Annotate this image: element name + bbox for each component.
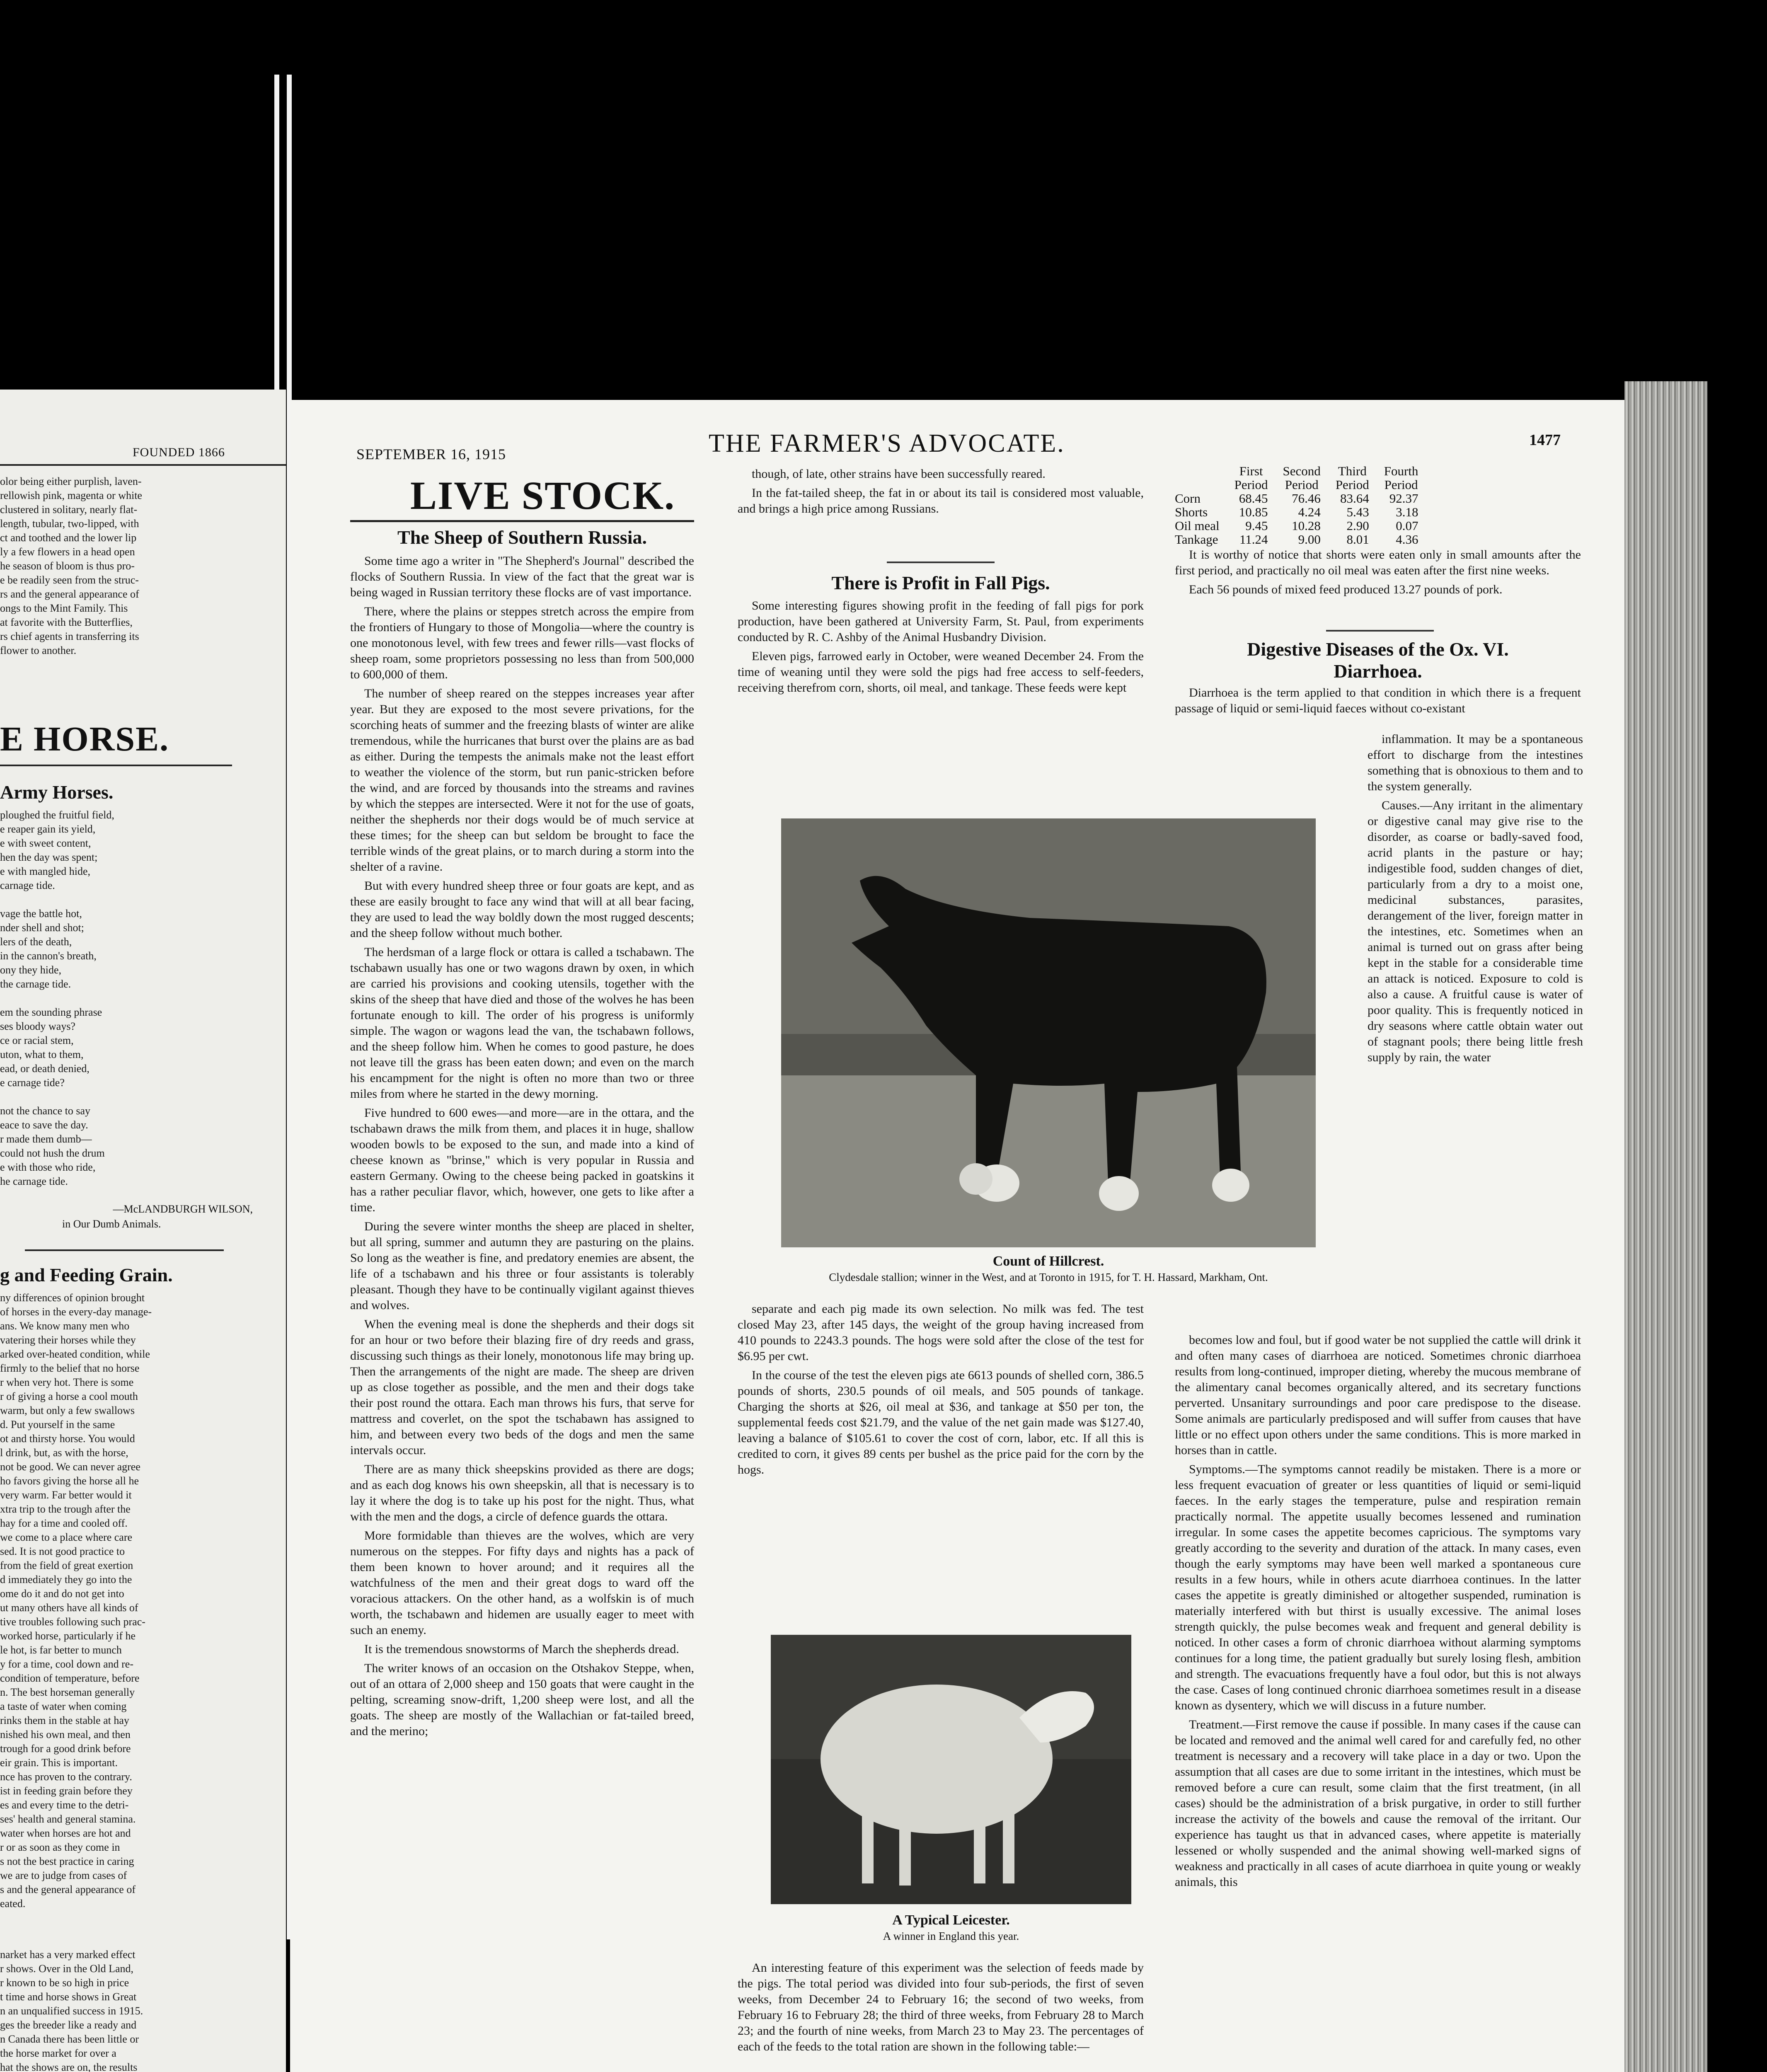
percentage-cell: 4.36 [1396,532,1418,547]
text-line: rellowish pink, magenta or white [0,489,142,501]
text-line: t time and horse shows in Great [0,1991,137,2003]
poem-line: ses bloody ways? [0,1020,75,1032]
paragraph: When the evening meal is done the shepherds and their dogs sit for an hour or two before their blazing fire of dry reeds and grass, discussing such things as their lonely, monotonous life may bring up. Then the arrangements of the night are made. The sheep are driven up as close together as possible, and the men and their dogs take their post round the ottara. Each man throws his furs, that serve for mattress and coverlet, on the spot the tschabawn has assigned to him, and between every two beds of the dogs and men the same intervals occur. [350,1317,694,1457]
paragraph: Each 56 pounds of mixed feed produced 13.27 pounds of pork. [1189,583,1503,596]
feed-name-cell: Corn [1175,491,1201,506]
text-line: very warm. Far better would it [0,1489,132,1501]
text-line: nce has proven to the contrary. [0,1771,132,1783]
table-header-cell: Period [1335,477,1369,492]
paragraph: The herdsman of a large flock or ottara is called a tschabawn. The tschabawn usually has one or two wagons drawn by oxen, in which are carried his provisions and cooking utensils, together with the skins of the sheep that have died and those of the wolves he has been fortunate enough to kill. The order of his progress is uniformly simple. The wagon or wagons lead the van, the tschabawn follows, and the sheep follow him. When he comes to good pasture, he does not leave till the grass has been eaten down; and even on the march his encampment for the night is often no more than two or three miles from where he started in the dewy morning. [350,945,694,1101]
table-header-cell: Period [1384,477,1418,492]
pigs-article-body [738,598,1144,699]
text-line: s not the best practice in caring [0,1855,134,1867]
text-line: ongs to the Mint Family. This [0,602,128,614]
text-line: we are to judge from cases of [0,1869,127,1881]
left-page-header: FOUNDED 1866 [133,445,225,459]
text-line: ans. We know many men who [0,1320,130,1332]
section-title-rule [350,520,694,522]
paragraph: Treatment.—First remove the cause if possible. In many cases if the cause can be located and removed and the animal well cared for and carefully fed, no other treatment is necessary and a recovery will take place in a day or two. Upon the assumption that all cases are due to some irritant in the intestines, which must be removed before a cure can result, some claim that the first treatment, (in all cases) should be the administration of a brisk purgative, in order to still further increase the activity of the bowels and cause the removal of the irritant. Our experience has taught us that in advanced cases, where appetite is materially lessened or wholly suspended and the animal showing well-marked signs of weakness and practically in all cases of acute diarrhoea in quite young or weakly animals, this [1175,1718,1581,1889]
pigs-article-continued [738,1301,1144,1481]
percentage-cell: 92.37 [1389,491,1418,506]
percentage-cell: 5.43 [1346,505,1369,519]
text-line: r or as soon as they come in [0,1841,120,1853]
text-line: eated. [0,1898,26,1910]
text-line: n an unqualified success in 1915. [0,2005,143,2017]
text-line: olor being either purplish, laven- [0,475,142,487]
poem-line [0,1090,249,1104]
paragraph: The writer knows of an occasion on the Otshakov Steppe, when, out of an ottara of 2,000 sheep and 150 goats that were caught in the pelting, screaming snow-drift, 1,200 sheep were lost, and all the goats. The sheep are mostly of the Wallachian or fat-tailed breed, and the merino; [350,1661,694,1738]
poem-line: could not hush the drum [0,1147,105,1159]
market-text [0,1948,249,2072]
table-header-cell [1175,478,1227,491]
text-line: xtra trip to the trough after the [0,1503,131,1515]
text-line: warm, but only a few swallows [0,1404,135,1416]
percentage-cell: 83.64 [1340,491,1369,506]
digestive-intro [1175,685,1581,720]
poem-line: e with those who ride, [0,1161,96,1173]
poem-line: vage the battle hot, [0,908,82,920]
percentage-cell: 9.00 [1298,532,1321,547]
clydesdale-stallion-image [781,818,1316,1247]
text-line: d. Put yourself in the same [0,1418,115,1431]
text-line: r shows. Over in the Old Land, [0,1963,134,1975]
text-line: ny differences of opinion brought [0,1292,145,1304]
poem-line: ead, or death denied, [0,1063,90,1075]
sheep-caption: A winner in England this year. [883,1930,1019,1942]
poem-line: eace to save the day. [0,1119,88,1131]
text-line: eir grain. This is important. [0,1757,118,1769]
paragraph: It is worthy of notice that shorts were eaten only in small amounts after the first period, and practically no oil meal was eaten after the first nine weeks. [1175,548,1581,577]
poem-line: hen the day was spent; [0,851,98,863]
feed-name-cell: Tankage [1175,532,1218,547]
poem-line [0,893,249,907]
text-line: rs and the general appearance of [0,588,139,600]
paragraph: An interesting feature of this experiment was the selection of feeds made by the pigs. The total period was divided into four sub-periods, the first of seven weeks, from December 24 to February 16; the second of two weeks, from February 16 to February 28; the third of three weeks, from February 28 to March 23; and the fourth of nine weeks, from March 23 to May 23. The percentages of each of the feeds to the total ration are shown in the following table:— [738,1961,1144,2053]
poem-line: ony they hide, [0,964,62,976]
table-header-cell: Third [1338,464,1367,478]
text-line: tive troubles following such prac- [0,1616,145,1628]
horse-title-rule [0,765,232,766]
table-row [1175,519,1426,533]
text-line: sed. It is not good practice to [0,1545,125,1557]
text-line: es and every time to the detri- [0,1799,129,1811]
paragraph: More formidable than thieves are the wolves, which are very numerous on the steppes. For fifty days and nights has a pack of them been known to hover around; and it requires all the watchfulness of the men and their great dogs to ward off the voracious attackers. On the other hand, as a wolfskin is of much worth, the tschabawn and hidemen are usually eager to meet with such an enemy. [350,1529,694,1637]
table-header-cell: Period [1234,477,1268,492]
text-line: nished his own meal, and then [0,1728,131,1740]
digestive-wide-text [1175,1332,1581,1893]
text-line: e be readily seen from the struc- [0,574,139,586]
table-row [1175,533,1426,546]
horse-photo [781,818,1316,1247]
leicester-sheep-image [771,1635,1131,1904]
paragraph: There, where the plains or steppes stretch across the empire from the frontiers of Hungary to those of Mongolia—where the country is one monotonous level, with few trees and fewer rills—vast flocks of sheep roam, some proprietors possessing no less than from 500,000 to 600,000 of them. [350,605,694,681]
text-line: narket has a very marked effect [0,1949,136,1961]
paragraph: In the fat-tailed sheep, the fat in or about its tail is considered most valuable, and brings a high price among Russians. [738,486,1144,516]
text-line: condition of temperature, before [0,1672,140,1684]
text-line: n Canada there has been little or [0,2033,139,2045]
percentage-cell: 10.85 [1239,505,1268,519]
text-line: arked over-heated condition, while [0,1348,150,1360]
text-line: d immediately they go into the [0,1573,132,1585]
percentage-cell: 4.24 [1298,505,1321,519]
issue-date: SEPTEMBER 16, 1915 [356,446,506,462]
feed-name-cell: Oil meal [1175,518,1220,533]
poem-line: carnage tide. [0,879,55,891]
poem-line: em the sounding phrase [0,1006,102,1018]
paragraph: Causes.—Any irritant in the alimentary or digestive canal may give rise to the disorder, as coarse or badly-saved food, acrid plants in the pasture or hay; indigestible food, sudden changes of diet, particularly from a dry to a moist one, medicinal substances, parasites, derangement of the liver, foreign matter in the intestines, etc. Sometimes when an animal is turned out on grass after being kept in the stable for a considerable time an attack is noticed. Exposure to cold is also a cause. A fruitful cause is water of poor quality. This is frequently noticed in dry seasons where cattle obtain water out of stagnant pools; there being little fresh supply by rain, the water [1368,799,1583,1064]
flowers-text [0,474,249,658]
sheep-caption-title: A Typical Leicester. [892,1912,1010,1928]
percentage-cell: 3.18 [1396,505,1418,519]
text-line: we come to a place where care [0,1531,133,1543]
poem-line: r made them dumb— [0,1133,92,1145]
text-line: r known to be so high in price [0,1977,129,1989]
text-line: rs chief agents in transferring its [0,630,139,642]
feed-name-cell: Shorts [1175,505,1208,519]
left-page [0,390,286,2072]
text-line: rinks them in the stable at hay [0,1714,129,1726]
paragraph: though, of late, other strains have been successfully reared. [752,467,1046,481]
text-line: flower to another. [0,644,77,656]
page-number: 1477 [1529,431,1561,449]
sheep-article-body [350,553,694,1743]
text-line: r of giving a horse a cool mouth [0,1390,138,1402]
text-line: ho favors giving the horse all he [0,1475,139,1487]
table-header-cell: First [1239,464,1263,478]
poem-line: nder shell and shot; [0,922,84,934]
digestive-divider [1326,630,1434,632]
sheep-article-continued [738,466,1144,520]
table-header-cell [1175,464,1227,478]
paragraph: Some interesting figures showing profit in the feeding of fall pigs for pork production, have been gathered at University Farm, St. Paul, from experiments conducted by R. C. Ashby of the Animal Husbandry Division. [738,599,1144,644]
table-row [1175,505,1426,519]
paragraph: But with every hundred sheep three or four goats are kept, and as these are easily brought to face any wind that will at all bear facing, they are used to lead the way boldly down the most rugged descents; and the sheep follow without much bother. [350,879,694,940]
text-line: worked horse, particularly if he [0,1630,136,1642]
text-line: y for a time, cool down and re- [0,1658,134,1670]
poem-line: e reaper gain its yield, [0,823,96,835]
paragraph: During the severe winter months the sheep are placed in shelter, but all spring, summer and autumn they are pasturing on the plains. So long as the weather is fine, and predatory enemies are absent, the life of a tschabawn and his three or four assistants is tolerably pleasant. Though they have to be continually vigilant against thieves and wolves. [350,1220,694,1312]
text-line: s and the general appearance of [0,1883,136,1895]
text-line: ses' health and general stamina. [0,1813,136,1825]
poem-line [0,991,249,1005]
text-line: ly a few flowers in a head open [0,546,135,558]
poem-line: uton, what to them, [0,1048,84,1060]
poem-line: not the chance to say [0,1105,91,1117]
text-line: water when horses are hot and [0,1827,131,1839]
digestive-heading-line2: Diarrhoea. [1334,661,1422,682]
text-line: hay for a time and cooled off. [0,1517,128,1529]
paragraph: becomes low and foul, but if good water be not supplied the cattle will drink it and often many cases of diarrhoea are noticed. Sometimes chronic diarrhoea results from long-continued, improper dieting, whereby the mucous membrane of the alimentary canal becomes organically altered, and its secretary functions perverted. Unsanitary surroundings and poor care predispose to the disease. Some animals are particularly predisposed and will suffer from causes that have little or no effect upon others under the same conditions. This is more marked in horses than in cattle. [1175,1333,1581,1457]
percentage-cell: 11.24 [1239,532,1268,547]
paragraph: separate and each pig made its own selection. No milk was fed. The test closed May 23, after 145 days, the weight of the group having increased from 410 pounds to 2243.3 pounds. The hogs were sold after the close of the test for $6.95 per cwt. [738,1302,1144,1363]
percentage-cell: 68.45 [1239,491,1268,506]
horse-section-title: E HORSE. [0,720,169,758]
pigs-divider [887,562,995,563]
left-header-rule [0,464,286,466]
text-line: r when very hot. There is some [0,1376,134,1388]
text-line: ot and thirsty horse. You would [0,1433,135,1445]
poem-line: lers of the death, [0,936,72,948]
poem-line: he carnage tide. [0,1175,68,1187]
masthead: THE FARMER'S ADVOCATE. [709,429,1065,457]
feed-table-notes [1175,547,1581,601]
text-line: ut many others have all kinds of [0,1602,138,1614]
book-page-edges [1624,381,1707,2072]
poem-line: e with sweet content, [0,837,91,849]
poem-line: e with mangled hide, [0,865,91,877]
text-line: ges the breeder like a ready and [0,2019,137,2031]
sheep-photo [771,1635,1131,1904]
text-line: ome do it and do not get into [0,1588,124,1600]
army-horses-heading: Army Horses. [0,782,114,803]
percentage-cell: 0.07 [1396,518,1418,533]
table-header-cell: Period [1285,477,1319,492]
feeding-rule [25,1249,224,1251]
sheep-article-heading: The Sheep of Southern Russia. [397,527,647,548]
text-line: vatering their horses while they [0,1334,136,1346]
digestive-narrow-text [1368,731,1583,1069]
text-line: le hot, is far better to munch [0,1644,122,1656]
poem-line: in the cannon's breath, [0,950,97,962]
paragraph: The number of sheep reared on the steppes increases year after year. But they are exposed to the most severe privations, for the scorching heats of summer and the freezing blasts of winter are alike tremendous, while the hurricanes that burst over the plains are as bad as either. During the tempests the animals make not the least effort to weather the violence of the storm, but run panic-stricken before the wind, and are forced by thousands into the streams and ravines by which the steppes are intersected. Were it not for the use of goats, neither the shepherds nor their dogs would be of much service at these times; for the sheep can but seldom be brought to face the terrible winds of the great plains, or to march during a storm into the shelter of a ravine. [350,687,694,874]
text-line: the horse market for over a [0,2047,116,2059]
digestive-intro-text: Diarrhoea is the term applied to that condition in which there is a frequent passage of liquid or semi-liquid faeces without co-existant [1175,686,1581,715]
army-horses-poem [0,808,249,1188]
percentage-cell: 8.01 [1346,532,1369,547]
poem-author: —McLANDBURGH WILSON, [113,1203,253,1215]
pigs-article-heading: There is Profit in Fall Pigs. [831,572,1050,593]
text-line: ct and toothed and the lower lip [0,532,137,544]
main-page [290,400,1624,2072]
table-row [1175,491,1426,505]
text-line: n. The best horseman generally [0,1686,135,1698]
percentage-cell: 2.90 [1346,518,1369,533]
text-line: from the field of great exertion [0,1559,133,1571]
poem-source: in Our Dumb Animals. [62,1218,161,1230]
text-line: of horses in the every-day manage- [0,1306,152,1318]
table-header-row [1175,478,1426,491]
table-header-cell: Second [1283,464,1321,478]
table-header-cell: Fourth [1384,464,1418,478]
percentage-cell: 10.28 [1292,518,1321,533]
digestive-heading-line1: Digestive Diseases of the Ox. VI. [1247,639,1509,660]
pigs-article-final [738,1960,1144,2058]
paragraph: inflammation. It may be a spontaneous effort to discharge from the intestines something that is obnoxious to them and to the system generally. [1368,732,1583,793]
text-line: l drink, but, as with the horse, [0,1447,128,1459]
text-line: he season of bloom is thus pro- [0,560,135,572]
text-line: ist in feeding grain before they [0,1785,133,1797]
text-line: a taste of water when coming [0,1700,127,1712]
poem-line: e carnage tide? [0,1077,65,1089]
table-header-row [1175,464,1426,478]
paragraph: There are as many thick sheepskins provided as there are dogs; and as each dog knows his own sheepskin, all that is necessary is to lay it where the dog is to take up his post for the night. Thus, what with the men and the dogs, a circle of defence guards the ottara. [350,1462,694,1523]
poem-line: ploughed the fruitful field, [0,809,114,821]
horse-caption-title: Count of Hillcrest. [992,1254,1104,1269]
paragraph: Symptoms.—The symptoms cannot readily be mistaken. There is a more or less frequent evacuation of greater or less quantities of liquid or semi-liquid faeces. In the early stages the temperature, pulse and respiration remain practically normal. The appetite usually becomes lessened and rumination irregular. In some cases the appetite becomes capricious. The symptoms vary greatly according to the severity and duration of the attack. In many cases, even though the early symptoms may have been well marked a spontaneous cure results in a few hours, while in others acute diarrhoea continues. In the latter cases the appetite is greatly diminished or altogether suspended, rumination is materially interfered with but thirst is usually excessive. The animal loses strength quickly, the pulse becomes weak and frequent and general debility is noticed. In other cases a form of chronic diarrhoea without alarming symptoms continues for a long time, the patient gradually but surely losing flesh, ambition and strength. The evacuations frequently have a foul odor, but this is not always the case. Cases of long continued chronic diarrhoea sometimes result in a disease known as dysentery, which we will discuss in a future number. [1175,1462,1581,1712]
paragraph: Some time ago a writer in "The Shepherd's Journal" described the flocks of Southern Russia. In view of the fact that the great war is being waged in Russian territory these flocks are of vast importance. [350,554,694,599]
percentage-cell: 76.46 [1292,491,1321,506]
text-line: firmly to the belief that no horse [0,1362,140,1374]
feeding-grain-heading: g and Feeding Grain. [0,1264,173,1285]
paragraph: It is the tremendous snowstorms of March the shepherds dread. [364,1642,679,1656]
section-title: LIVE STOCK. [410,473,675,518]
poem-line: ce or racial stem, [0,1034,74,1046]
percentage-cell: 9.45 [1245,518,1268,533]
text-line: at favorite with the Butterflies, [0,616,133,628]
feed-percentages-table [1175,464,1426,546]
paragraph: In the course of the test the eleven pigs ate 6613 pounds of shelled corn, 386.5 pounds of shorts, 230.5 pounds of oil meals, and 505 pounds of tankage. Charging the shorts at $26, oil meal at $36, and tankage at $50 per ton, the supplemental feeds cost $21.79, and the value of the net gain made was $127.40, leaving a balance of $105.61 to cover the cost of corn, labor, etc. If all this is credited to corn, it gives 89 cents per bushel as the price paid for the corn by the hogs. [738,1368,1144,1477]
text-line: length, tubular, two-lipped, with [0,518,139,530]
text-line: hat the shows are on, the results [0,2061,138,2072]
paragraph: Five hundred to 600 ewes—and more—are in the ottara, and the tschabawn draws the milk from them, and places it in huge, shallow wooden bowls to be exposed to the sun, and made into a kind of cheese known as "brinse," which is very popular in Russia and eastern Germany. Owing to the cheese being packed in goatskins it has a rather peculiar flavor, which, however, one gets to like after a time. [350,1106,694,1214]
feeding-grain-text [0,1291,249,1911]
text-line: clustered in solitary, nearly flat- [0,503,138,516]
text-line: trough for a good drink before [0,1743,131,1755]
paragraph: Eleven pigs, farrowed early in October, were weaned December 24. From the time of weaning until they were sold the pigs had free access to self-feeders, receiving therefrom corn, shorts, oil meal, and tankage. These feeds were kept [738,649,1144,695]
text-line: not be good. We can never agree [0,1461,140,1473]
poem-line: the carnage tide. [0,978,71,990]
horse-caption: Clydesdale stallion; winner in the West, and at Toronto in 1915, for T. H. Hassard, Markham, Ont. [829,1271,1268,1283]
